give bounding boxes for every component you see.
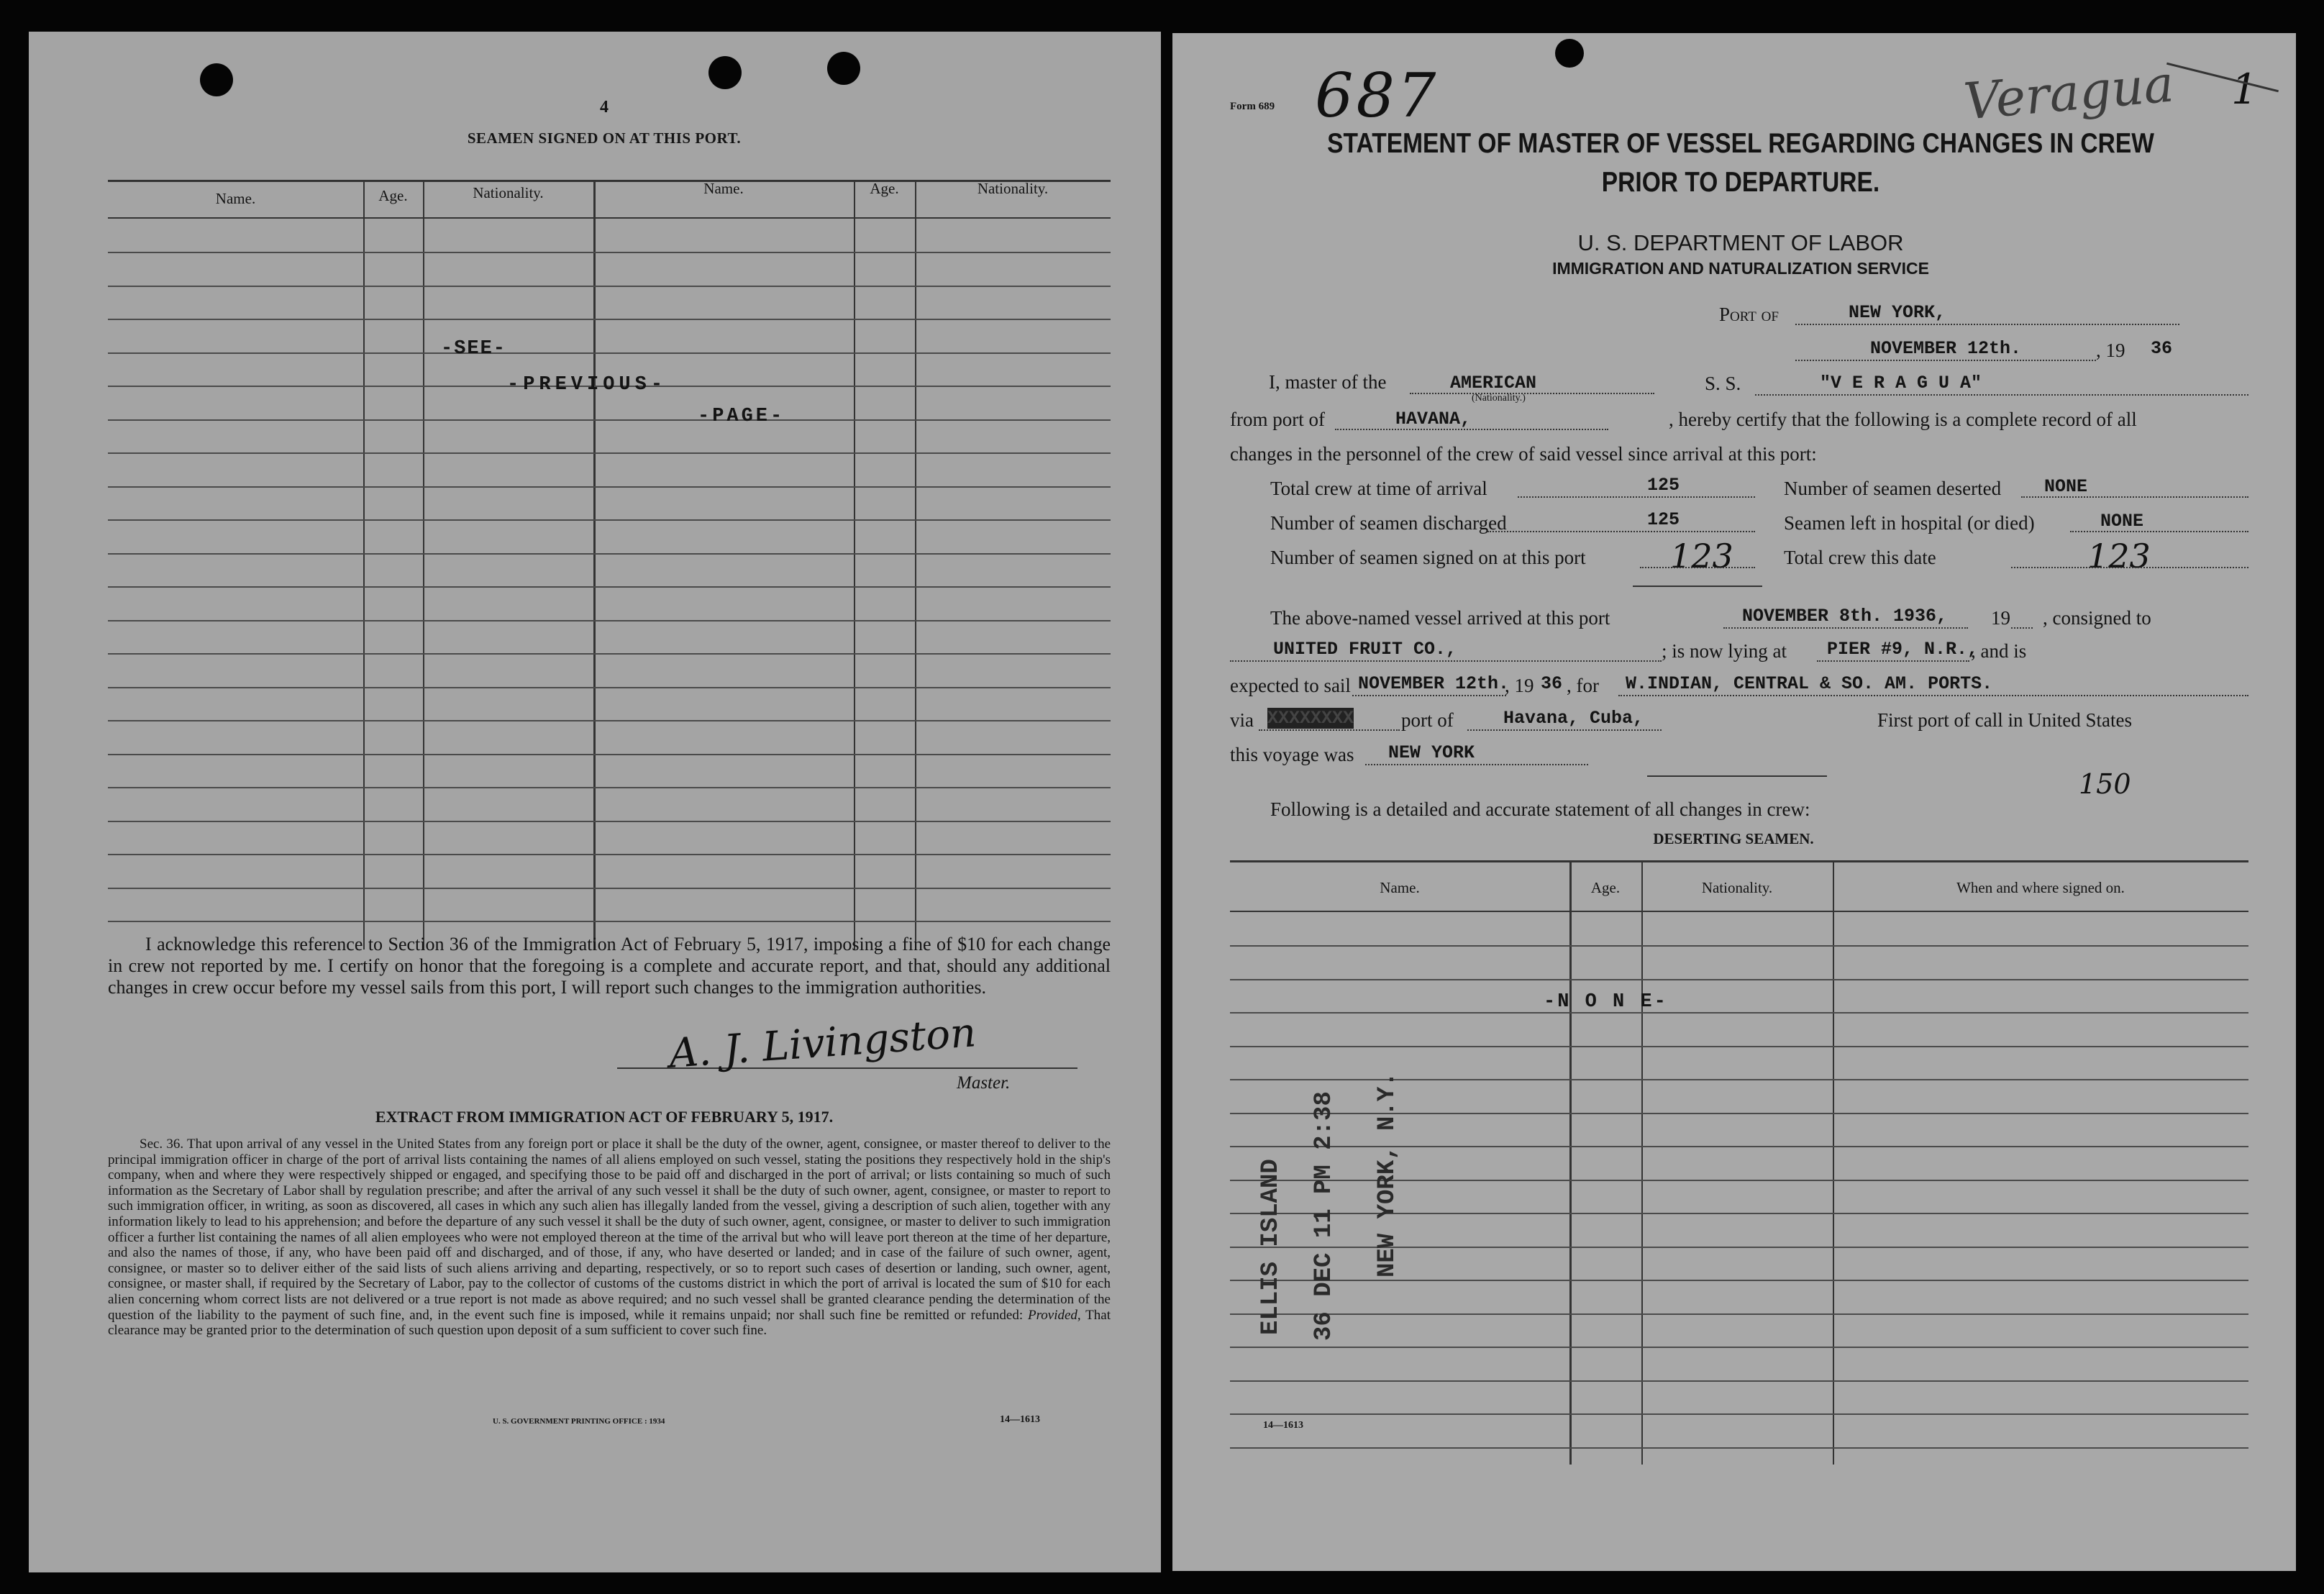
col-name: Name. (703, 180, 744, 197)
ss-label: S. S. (1705, 373, 1741, 394)
discharged-label: Number of seamen discharged (1270, 512, 1507, 534)
total-crew-arrival-value: 125 (1647, 475, 1680, 496)
col-age: Age. (378, 187, 408, 204)
form-title-line1: STATEMENT OF MASTER OF VESSEL REGARDING CHANGES IN CREW (1327, 128, 2154, 159)
destination-value: W.INDIAN, CENTRAL & SO. AM. PORTS. (1626, 673, 1993, 694)
ship-name: "V E R A G U A" (1820, 373, 1982, 393)
year-19: 19 (1991, 607, 2010, 629)
from-port-label: from port of (1230, 409, 1325, 430)
col-nationality: Nationality. (977, 180, 1049, 197)
form-code: 14—1613 (1000, 1414, 1040, 1425)
total-crew-date-label: Total crew this date (1784, 547, 1936, 568)
handwritten-ship-name: Veragua (1961, 54, 2177, 132)
handwritten-150: 150 (2079, 768, 2131, 800)
table-row-line (108, 787, 1111, 788)
nationality-value: AMERICAN (1450, 373, 1537, 393)
col-age: Age. (870, 180, 899, 197)
stamp-line-1: ELLIS ISLAND (1257, 1159, 1285, 1335)
form-title-line2: PRIOR TO DEPARTURE. (1601, 167, 1880, 198)
col-nationality: Nationality. (473, 184, 544, 201)
table-row-line (108, 252, 1111, 253)
department-name: U. S. DEPARTMENT OF LABOR (1577, 230, 1904, 255)
port-label: Port of (1719, 304, 1779, 325)
table-row-line (108, 821, 1111, 822)
via-port-value: Havana, Cuba, (1503, 708, 1644, 729)
handwritten-mark: 1 (2231, 65, 2258, 114)
punch-hole (1555, 39, 1584, 68)
expected-text: expected to sail (1230, 675, 1351, 696)
service-name: IMMIGRATION AND NATURALIZATION SERVICE (1552, 259, 1929, 278)
year-value: 36 (2151, 338, 2173, 359)
page-number: 4 (600, 98, 609, 117)
port-value: NEW YORK, (1849, 302, 1946, 323)
previous-note: -PREVIOUS- (507, 374, 667, 396)
table-row-line (108, 620, 1111, 621)
table-row-line (108, 419, 1111, 421)
col-name: Name. (1380, 879, 1420, 896)
discharged-value: 125 (1647, 509, 1680, 530)
hospital-value: NONE (2100, 511, 2144, 532)
handwritten-number: 687 (1315, 60, 1439, 131)
table-row-line (108, 452, 1111, 454)
table-row-line (108, 519, 1111, 521)
first-port-value: NEW YORK (1388, 742, 1475, 763)
table-row-line (108, 319, 1111, 320)
punch-hole (827, 52, 860, 85)
changes-text: changes in the personnel of the crew of said vessel since arrival at this port: (1230, 443, 1817, 465)
nationality-caption: (Nationality.) (1472, 393, 1526, 404)
certify-text: , hereby certify that the following is a complete record of all (1669, 409, 2137, 430)
arrived-value: NOVEMBER 8th. 1936, (1742, 606, 1948, 627)
acknowledgement-text: I acknowledge this reference to Section 36 of the Immigration Act of February 5, 1917, imposing a fine of $10 for each change in crew not reported by me. I certify on honor that the foregoing is a complete and accurate report, and that, should any additional changes in crew occur before my vessel sails from this port, I will report such changes to the immigration authorities. (108, 934, 1111, 998)
master-signature: A. J. Livingston (667, 1009, 978, 1078)
form-code: 14—1613 (1263, 1420, 1303, 1431)
table-row-line (108, 754, 1111, 755)
table-row-line (1230, 945, 2248, 947)
table-row-line (108, 921, 1111, 922)
stamp-line-2: 36 DEC 11 PM 2:38 (1311, 1091, 1338, 1341)
date-value: NOVEMBER 12th. (1870, 338, 2022, 359)
right-page (1172, 33, 2296, 1571)
table-row-line (108, 653, 1111, 655)
stamp-line-3: NEW YORK, N.Y. (1374, 1072, 1401, 1278)
table-row-line (108, 888, 1111, 889)
following-text: Following is a detailed and accurate statement of all changes in crew: (1270, 798, 1810, 820)
see-note: -SEE- (441, 338, 507, 360)
extract-proviso: That clearance may be granted prior to the determination of such question upon deposit of a sum sufficient to cover such fine. (108, 1307, 1111, 1339)
printing-office: U. S. GOVERNMENT PRINTING OFFICE : 1934 (493, 1417, 665, 1426)
table-row-line (1230, 1380, 2248, 1382)
year-prefix: , 19 (2096, 340, 2125, 361)
this-voyage-text: this voyage was (1230, 744, 1354, 765)
table-row-line (1230, 1413, 2248, 1415)
master-label: Master. (957, 1073, 1011, 1093)
table-row-line (1230, 1012, 2248, 1014)
col-name: Name. (215, 190, 256, 207)
page-note: -PAGE- (698, 406, 785, 427)
sail-year-prefix: , 19 (1505, 675, 1534, 696)
signed-on-value: 123 (1670, 537, 1733, 575)
table-row-line (108, 687, 1111, 688)
extract-proviso-label: Provided, (1027, 1307, 1081, 1323)
extract-text (108, 1137, 1111, 1339)
table-row-line (108, 286, 1111, 287)
table-row-line (108, 854, 1111, 855)
section-title: SEAMEN SIGNED ON AT THIS PORT. (467, 129, 742, 147)
deserted-label: Number of seamen deserted (1784, 478, 2002, 499)
extract-body: Sec. 36. That upon arrival of any vessel in the United States from any foreign port or place it shall be the duty of the owner, agent, consignee, or master thereof to deliver to the principal immigration officer in charge of the port of arrival lists containing the names of all aliens employed on such vessel, stating the positions they respectively hold in the ship's company, when and where they were respectively shipped or engaged, and specifying those to be paid off and discharged in the port of arrival; or lists containing so much of such information as the Secretary of Labor shall by regulation prescribe; and after the arrival of any such vessel it shall be the duty of such owner, agent, consignee, or master to report to such immigration officer, in writing, as soon as discovered, all cases in which any such alien has illegally landed from the vessel, giving a description of such alien, together with any information likely to lead to his apprehension; and before the departure of any such vessel it shall be the duty of such owner, agent, consignee, or master to deliver to such immigration officer a further list containing the names of all alien employees who were not employed thereon at the time of the arrival but who will leave port thereon at the time of her departure, and also the names of those, if any, who have been paid off and discharged, and of those, if any, who have deserted or landed; and in case of the failure of such owner, agent, consignee, or master so to deliver either of the said lists of such aliens arriving and departing, respectively, or so to report such cases of desertion or landing, such owner, agent, consignee, or master shall, if required by the Secretary of Labor, pay to the collector of customs of the customs district in which the port of arrival is located the sum of $10 for each alien concerning whom correct lists are not delivered or a true report is not made as above required; and no such vessel shall be granted clearance pending the determination of the question of the liability to the payment of such fine, and, in the event such fine is imposed, while it remains unpaid; nor shall such fine be remitted or refunded: (108, 1137, 1111, 1323)
table-row-line (108, 720, 1111, 721)
col-nationality: Nationality. (1701, 879, 1773, 896)
for-text: , for (1567, 675, 1599, 696)
sail-year-value: 36 (1541, 673, 1563, 694)
arrived-text: The above-named vessel arrived at this port (1270, 607, 1610, 629)
table-row-line (108, 586, 1111, 588)
table-row-line (1230, 1347, 2248, 1348)
struck-value: XXXXXXXX (1267, 708, 1354, 729)
col-when-where: When and where signed on. (1956, 879, 2125, 896)
sail-date-value: NOVEMBER 12th. (1358, 673, 1510, 694)
deserting-title: DESERTING SEAMEN. (1653, 830, 1814, 847)
and-is-text: , and is (1971, 640, 2027, 662)
table-row-line (1230, 1046, 2248, 1047)
none-entry: -N O N E- (1544, 991, 1668, 1013)
left-page (29, 32, 1161, 1572)
form-label: Form 689 (1230, 101, 1275, 112)
first-port-text: First port of call in United States (1877, 709, 2132, 731)
master-of-label: I, master of the (1269, 371, 1387, 393)
consignee-value: UNITED FRUIT CO., (1273, 639, 1457, 660)
table-row-line (1230, 1447, 2248, 1449)
consigned-text: , consigned to (2043, 607, 2151, 629)
table-row-line (108, 352, 1111, 354)
table-row-line (1230, 1313, 2248, 1315)
total-crew-date-value: 123 (2087, 537, 2151, 575)
pier-value: PIER #9, N.R., (1827, 639, 1979, 660)
extract-title: EXTRACT FROM IMMIGRATION ACT OF FEBRUARY 5, 1917. (375, 1108, 834, 1126)
from-port-value: HAVANA, (1395, 409, 1472, 429)
port-of-text: port of (1401, 709, 1454, 731)
table-row-line (1230, 1280, 2248, 1281)
via-text: via (1230, 709, 1254, 731)
signed-on-label: Number of seamen signed on at this port (1270, 547, 1586, 568)
hospital-label: Seamen left in hospital (or died) (1784, 512, 2035, 534)
total-crew-arrival-label: Total crew at time of arrival (1270, 478, 1487, 499)
table-row-line (108, 553, 1111, 555)
deserted-value: NONE (2044, 476, 2088, 497)
punch-hole (708, 56, 742, 89)
table-row-line (108, 486, 1111, 488)
lying-text: ; is now lying at (1662, 640, 1787, 662)
punch-hole (200, 63, 233, 96)
table-row-line (1230, 979, 2248, 980)
col-age: Age. (1590, 879, 1621, 896)
